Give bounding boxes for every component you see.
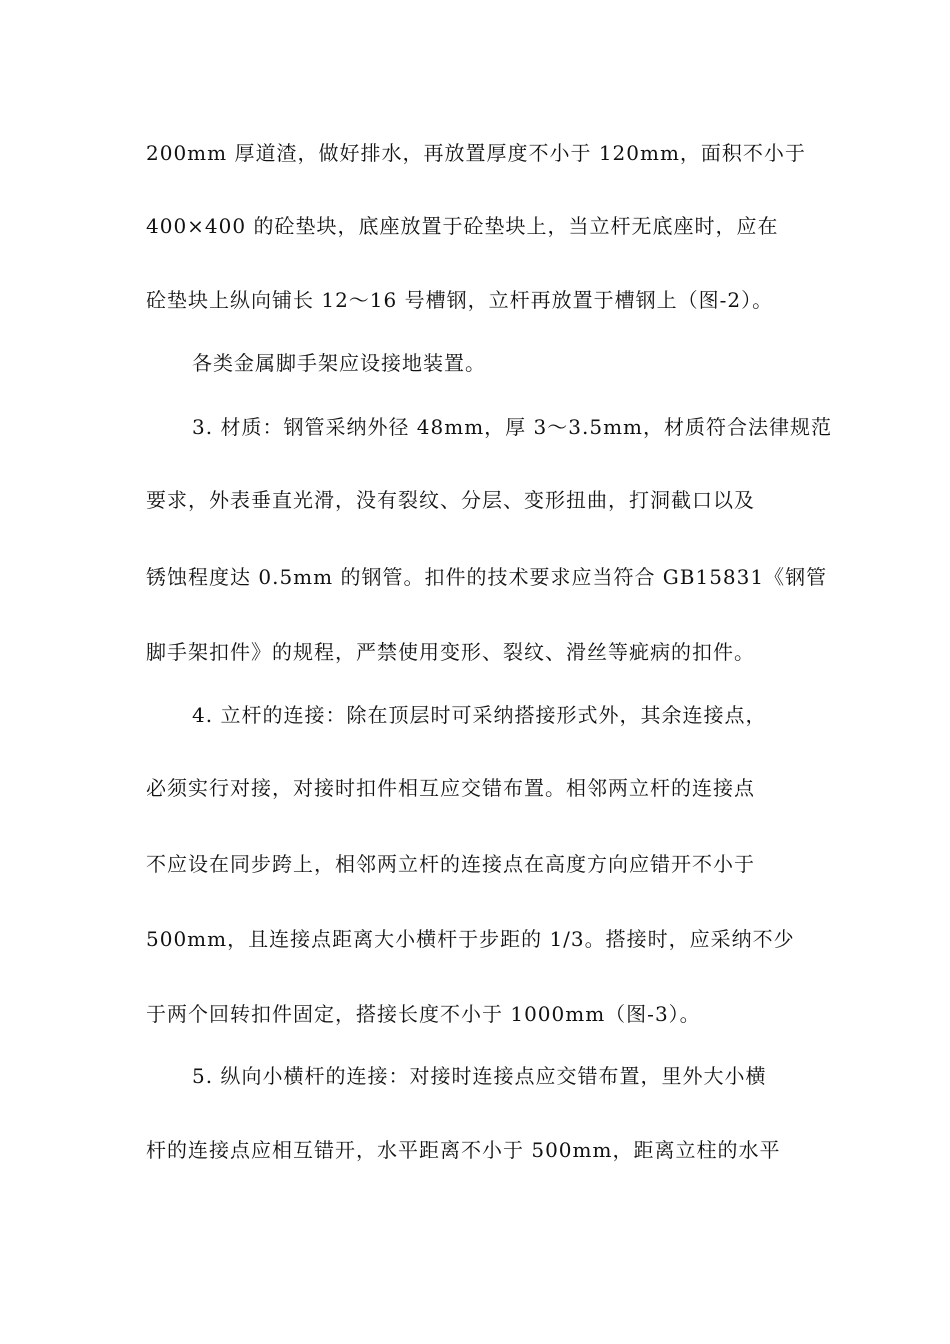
text-line: 砼垫块上纵向铺长 12～16 号槽钢，立杆再放置于槽钢上（图-2）。: [146, 288, 774, 312]
text-line: 3. 材质：钢管采纳外径 48mm，厚 3～3.5mm，材质符合法律规范: [192, 415, 832, 439]
text-line: 500mm，且连接点距离大小横杆于步距的 1/3。搭接时，应采纳不少: [146, 927, 795, 951]
text-line: 各类金属脚手架应设接地装置。: [192, 351, 486, 375]
text-line: 200mm 厚道渣，做好排水，再放置厚度不小于 120mm，面积不小于: [146, 141, 806, 165]
text-line: 脚手架扣件》的规程，严禁使用变形、裂纹、滑丝等疵病的扣件。: [146, 640, 755, 664]
text-line: 必须实行对接，对接时扣件相互应交错布置。相邻两立杆的连接点: [146, 776, 755, 800]
text-line: 杆的连接点应相互错开，水平距离不小于 500mm，距离立柱的水平: [146, 1138, 781, 1162]
text-line: 5. 纵向小横杆的连接：对接时连接点应交错布置，里外大小横: [192, 1064, 767, 1088]
text-line: 不应设在同步跨上，相邻两立杆的连接点在高度方向应错开不小于: [146, 852, 755, 876]
text-line: 4. 立杆的连接：除在顶层时可采纳搭接形式外，其余连接点，: [192, 703, 767, 727]
text-line: 要求，外表垂直光滑，没有裂纹、分层、变形扭曲，打洞截口以及: [146, 488, 755, 512]
text-line: 400×400 的砼垫块，底座放置于砼垫块上，当立杆无底座时，应在: [146, 214, 779, 238]
text-line: 于两个回转扣件固定，搭接长度不小于 1000mm（图-3）。: [146, 1002, 701, 1026]
text-line: 锈蚀程度达 0.5mm 的钢管。扣件的技术要求应当符合 GB15831《钢管: [146, 565, 828, 589]
